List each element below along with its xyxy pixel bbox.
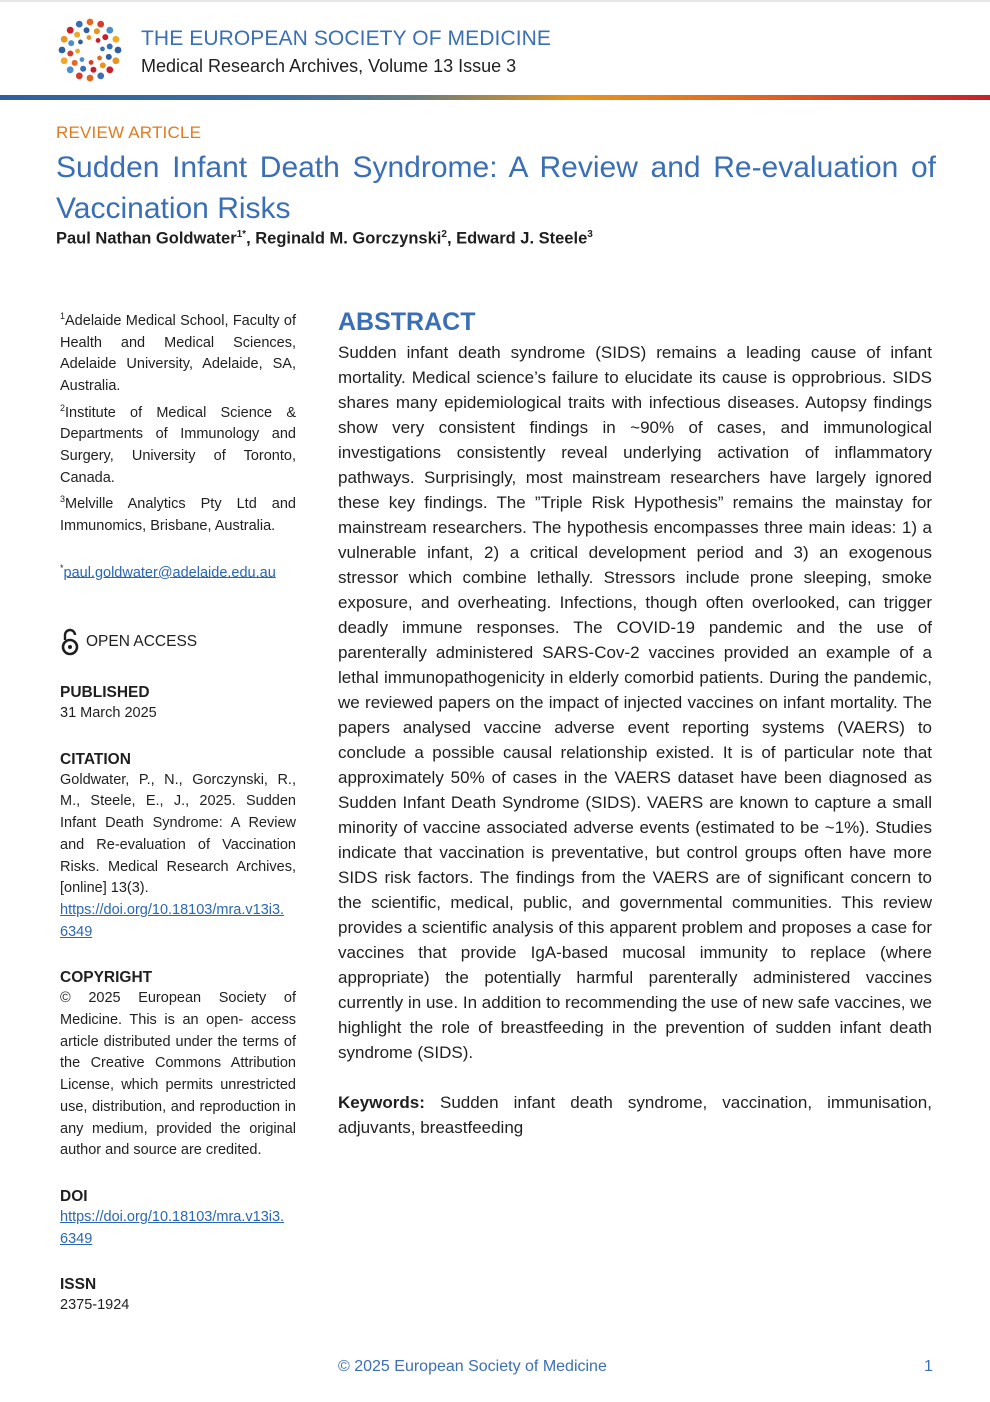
copyright-heading: COPYRIGHT	[60, 969, 153, 987]
logo-dot	[67, 50, 73, 56]
article-title: Sudden Infant Death Syndrome: A Review and Re-evaluation of Vaccination Risks	[56, 151, 936, 225]
citation-heading: CITATION	[60, 750, 131, 768]
article-type-label: REVIEW ARTICLE	[56, 123, 202, 142]
logo-dot	[75, 49, 80, 54]
author-affiliation-mark: 2	[441, 229, 447, 240]
published-heading: PUBLISHED	[60, 684, 150, 702]
logo-dot	[100, 47, 105, 52]
logo-dot	[94, 28, 100, 34]
author-name: Reginald M. Gorczynski	[255, 229, 442, 248]
affiliation-text: Institute of Medical Science & Departments of Immunology and Surgery, University of Toronto, Canada.	[60, 404, 296, 486]
affiliation	[60, 489, 296, 537]
doi-heading: DOI	[60, 1188, 88, 1205]
affiliation-mark: 3	[60, 494, 66, 505]
citation-text: Goldwater, P., N., Gorczynski, R., M., Steele, E., J., 2025. Sudden Infant Death Syndrome: A Review and Re-evaluation of Vaccination Risks. Medical Research Archives, [online] 13(3).	[60, 771, 296, 897]
logo-dot	[89, 60, 94, 65]
abstract-section	[338, 306, 932, 1140]
affiliation	[60, 398, 296, 490]
logo-dot	[76, 72, 83, 79]
author-separator: ,	[446, 229, 457, 248]
author-name: Edward J. Steele	[456, 229, 588, 248]
citation-doi-link[interactable]: https://doi.org/10.18103/mra.v13i3.6349	[60, 901, 285, 940]
logo-dot	[78, 40, 83, 45]
logo-dot	[106, 27, 113, 34]
page-number: 1	[924, 1358, 933, 1375]
logo-dot	[96, 38, 101, 43]
logo-dot	[76, 21, 83, 28]
logo-dot	[115, 47, 122, 54]
affiliation	[60, 306, 296, 398]
logo-dot	[97, 56, 102, 61]
logo-dot	[59, 47, 66, 54]
keywords-label: Keywords:	[338, 1093, 425, 1112]
open-access-badge	[60, 628, 296, 656]
logo-dot	[87, 35, 92, 40]
top-rule	[0, 0, 990, 2]
logo-dot	[61, 36, 68, 43]
open-access-lock-icon	[60, 628, 80, 656]
journal-issue-line: Medical Research Archives, Volume 13 Issue 3	[141, 56, 517, 76]
affiliation-mark: 1	[60, 311, 66, 321]
logo-dot	[100, 62, 106, 68]
logo-dot	[106, 66, 113, 73]
logo-dot	[106, 54, 112, 60]
published-date: 31 March 2025	[60, 705, 157, 722]
logo-dot	[72, 60, 78, 66]
author-separator: ,	[246, 229, 256, 248]
logo-dot	[84, 27, 90, 33]
abstract-body: Sudden infant death syndrome (SIDS) remains a leading cause of infant mortality. Medical science’s failure to elucidate its cause is opprobrious. SIDS shares many epidemiological traits with infectious diseases. Autopsy findings show very consistent findings in ~90% of cases, and immunological investigations consistently reveal underlying activation of inflammatory pathways. Surprisingly, most mainstream researchers have largely ignored these key findings. The ”Triple Risk Hypothesis” remains the mainstay for mainstream researchers. The hypothesis encompasses three main ideas: 1) a vulnerable infant, 2) a critical development period and 3) an exogenous stressor which combine lethally. Stressors include prone sleeping, smoke exposure, and overheating. Infections, though often overlooked, can trigger deadly immune responses. The COVID-19 pandemic and the use of parenterally administered SARS-Cov-2 vaccines provided an example of a lethal immunopathogenicity in elderly comorbid patients. During the pandemic, we reviewed papers on the impact of injected vaccines on infant mortality. The papers analysed vaccine adverse event reporting systems (VAERS) to conclude a possible causal relationship existed. It is of particular note that approximately 50% of cases in the VAERS dataset have been diagnosed as Sudden Infant Death Syndrome (SIDS). VAERS are known to capture a small minority of vaccine associated adverse events (estimated to be ~1%). Studies indicate that vaccination is preventative, but control groups often have more SIDS risk factors. The findings from the VAERS are of significant concern to the scientific, medical, public, and governmental communities. This review provides a scientific analysis of this apparent problem and proposes a case for vaccines that provide IgA-based mucosal immunity to replace (where appropriate) the potentially harmful parenterally administered vaccines currently in use. In addition to recommending the use of new safe vaccines, we highlight the role of breastfeeding in the prevention of sudden infant death syndrome (SIDS).	[338, 343, 932, 1062]
logo-dot	[112, 36, 119, 43]
affiliation-text: Melville Analytics Pty Ltd and Immunomics, Brisbane, Australia.	[60, 496, 296, 534]
author-list	[56, 229, 593, 249]
issn-heading: ISSN	[60, 1276, 97, 1294]
logo-dot	[107, 44, 113, 50]
logo-dot	[102, 34, 108, 40]
affiliation-mark: 2	[60, 402, 66, 413]
issn-value: 2375-1924	[60, 1297, 130, 1314]
author-affiliation-mark: 3	[587, 229, 593, 240]
logo-dot	[80, 66, 86, 72]
doi-link[interactable]: https://doi.org/10.18103/mra.v13i3.6349	[60, 1209, 285, 1247]
abstract-heading: ABSTRACT	[338, 308, 476, 336]
logo-dot	[87, 19, 94, 26]
author-affiliation-mark: 1*	[236, 229, 247, 240]
logo-dot	[90, 67, 96, 73]
logo-dot	[74, 32, 80, 38]
copyright-text: © 2025 European Society of Medicine. This is an open- access article distributed under the terms of the Creative Commons Attribution License, which permits unrestricted use, distribution, and reproduction in any medium, provided the original author and source are credited.	[60, 990, 296, 1159]
logo-dot	[112, 57, 119, 64]
society-name: THE EUROPEAN SOCIETY OF MEDICINE	[141, 27, 552, 50]
footer-copyright: © 2025 European Society of Medicine	[338, 1358, 607, 1375]
logo-dot	[87, 75, 94, 82]
logo-dot	[97, 21, 104, 28]
keywords	[338, 1090, 932, 1140]
header-color-bar	[0, 95, 990, 100]
keywords-text: Sudden infant death syndrome, vaccination, immunisation, adjuvants, breastfeeding	[338, 1093, 932, 1137]
email-link[interactable]: paul.goldwater@adelaide.edu.au	[63, 564, 276, 581]
logo-dot	[80, 57, 85, 62]
society-logo-icon	[56, 16, 124, 84]
logo-dot	[61, 57, 68, 64]
open-access-label: OPEN ACCESS	[86, 633, 198, 651]
affiliation-text: Adelaide Medical School, Faculty of Health and Medical Sciences, Adelaide University, Adelaide, SA, Australia.	[60, 312, 296, 394]
logo-dot	[97, 72, 104, 79]
article-info-sidebar	[60, 306, 296, 1317]
logo-dot	[67, 66, 74, 73]
logo-dot	[68, 40, 74, 46]
logo-dot	[67, 27, 74, 34]
corresponding-email	[60, 558, 296, 585]
author-name: Paul Nathan Goldwater	[56, 229, 237, 248]
corresponding-mark: *	[60, 562, 64, 573]
